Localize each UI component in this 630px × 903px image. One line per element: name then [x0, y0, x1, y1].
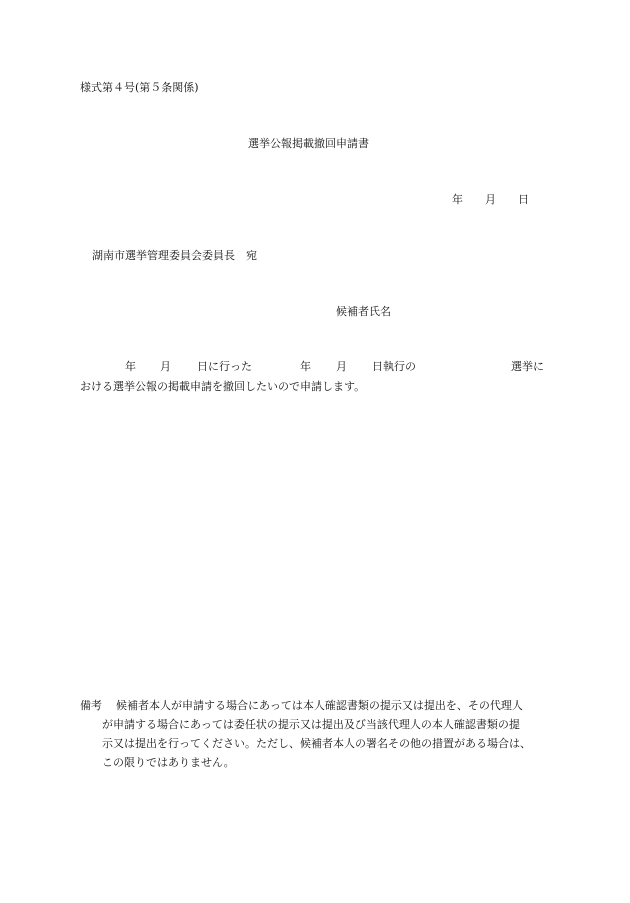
- notes-row-1: [80, 696, 550, 715]
- notes-line-4: この限りではありません。: [102, 756, 235, 769]
- document-title: 選挙公報掲載撤回申請書: [248, 137, 369, 150]
- body-month: 月: [160, 360, 171, 373]
- body-day-exec: 日執行の: [372, 360, 416, 373]
- notes-row-4: [80, 753, 550, 772]
- candidate-name-label: 候補者氏名: [336, 305, 391, 318]
- addressee: 湖南市選挙管理委員会委員長 宛: [92, 249, 257, 262]
- date-day: 日: [518, 193, 529, 206]
- date-year: 年: [452, 193, 463, 206]
- form-number: 様式第４号(第５条関係): [80, 81, 199, 94]
- notes-line-1: 候補者本人が申請する場合にあっては本人確認書類の提示又は提出を、その代理人: [116, 699, 523, 712]
- notes-row-3: [80, 734, 550, 753]
- body-line-2: おける選挙公報の掲載申請を撤回したいので申請します。: [80, 380, 366, 393]
- date-month: 月: [485, 193, 496, 206]
- notes-line-3: 示又は提出を行ってください。ただし、候補者本人の署名その他の措置がある場合は、: [102, 737, 531, 750]
- body-year-2: 年: [300, 360, 311, 373]
- body-day-went: 日に行った: [197, 360, 252, 373]
- date-line: [452, 193, 529, 207]
- notes-label: 備考: [80, 699, 102, 712]
- body-month-2: 月: [336, 360, 347, 373]
- notes-section: [80, 696, 550, 772]
- body-year: 年: [125, 360, 136, 373]
- body-election: 選挙に: [511, 360, 544, 373]
- notes-line-2: が申請する場合にあっては委任状の提示又は提出及び当該代理人の本人確認書類の提: [102, 718, 520, 731]
- notes-row-2: [80, 715, 550, 734]
